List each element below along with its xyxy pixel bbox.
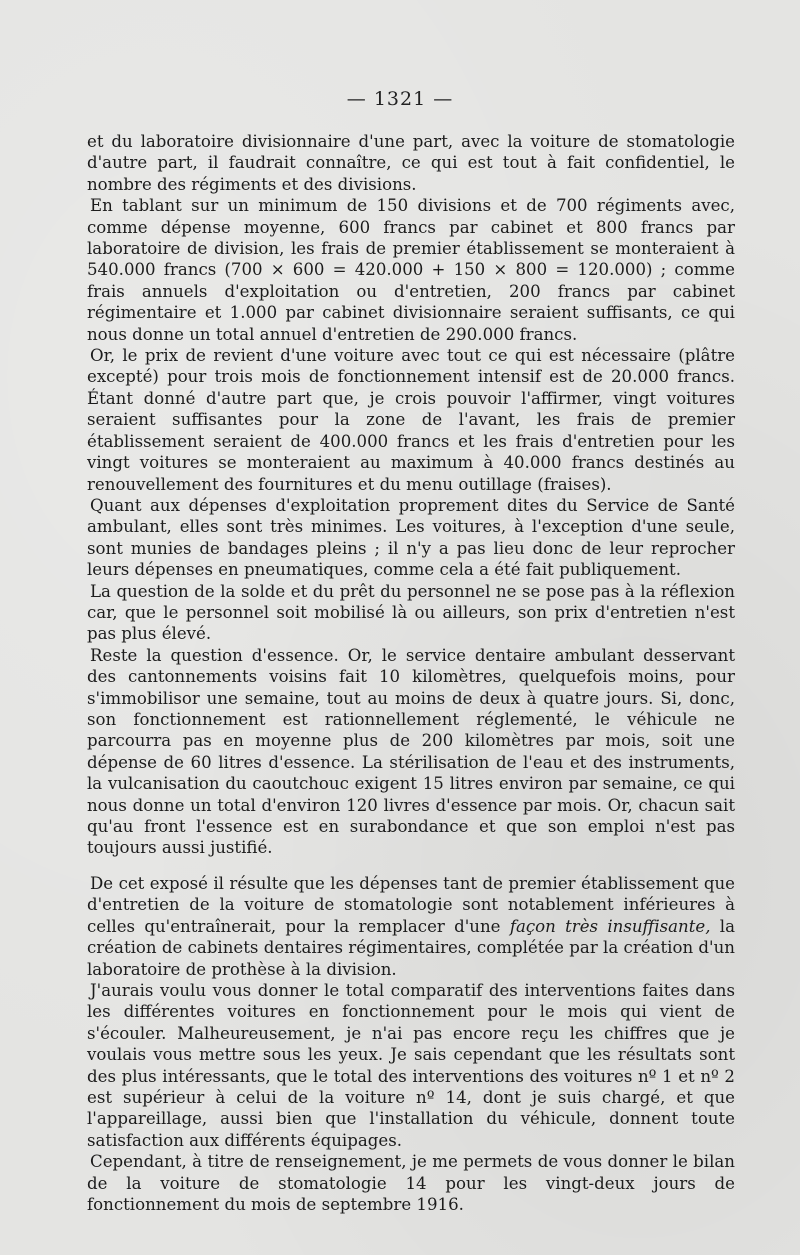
paragraph-vehicle-cost: Or, le prix de revient d'une voiture avec tout ce qui est nécessaire (plâtre excepté) pour trois mois de fonctionnement intensif est de 20.000 francs. Étant donné d'autre part que, je crois pouvoir l'affirmer, vingt voitures seraient suffisantes pour la zone de l'avant, les frais de premier établissement seraient de 400.000 francs et les frais d'entretien pour les vingt voitures se monteraient au maximum à 40.000 francs destinés au renouvellement des fournitures et du menu outillage (fraises). — [87, 346, 735, 494]
text-block-upper — [87, 131, 735, 859]
paragraph-personnel-pay: La question de la solde et du prêt du personnel ne se pose pas à la réflexion car, que le personnel soit mobilisé là ou ailleurs, son prix d'entretien n'est pas plus élevé. — [87, 581, 735, 644]
paragraph-interventions: J'aurais voulu vous donner le total comparatif des interventions faites dans les différentes voitures en fonctionnement pour le mois qui vient de s'écouler. Malheureusement, je n'ai pas encore reçu les chiffres que je voulais vous mettre sous les yeux. Je sais cependant que les résultats sont des plus intéressants, que le total des interventions des voitures nº 1 et nº 2 est supérieur à celui de la voiture nº 14, dont je suis chargé, et que l'appareillage, aussi bien que l'installation du véhicule, donnent toute satisfaction aux différents équipages. — [87, 981, 735, 1150]
text-block-lower — [87, 873, 735, 1216]
paragraph-fuel-question: Reste la question d'essence. Or, le service dentaire ambulant desservant des cantonnements voisins fait 10 kilomètres, quelquefois moins, pour s'immobilisor une semaine, tout au moins de deux à quatre jours. Si, donc, son fonctionnement est rationnellement réglementé, le véhicule ne parcourra pas en moyenne plus de 200 kilomètres par mois, soit une dépense de 60 litres d'essence. La stérilisation de l'eau et des instruments, la vulcanisation du caoutchouc exigent 15 litres environ par semaine, ce qui nous donne un total d'environ 120 livres d'essence par mois. Or, chacun sait qu'au front l'essence est en surabondance et que son emploi n'est pas toujours aussi justifié. — [87, 645, 735, 858]
paragraph-bilan: Cependant, à titre de renseignement, je me permets de vous donner le bilan de la voiture de stomatologie 14 pour les vingt-deux jours de fonctionnement du mois de septembre 1916. — [87, 1152, 735, 1215]
paragraph-continuation: et du laboratoire divisionnaire d'une part, avec la voiture de stomatologie d'autre part, il faudrait connaître, ce qui est tout à fait confidentiel, le nombre des régiments et des divisions. — [87, 132, 735, 194]
paragraph-cost-estimate: En tablant sur un minimum de 150 divisions et de 700 régiments avec, comme dépense moyenne, 600 francs par cabinet et 800 francs par laboratoire de division, les frais de premier établissement se monteraient à 540.000 francs (700 × 600 = 420.000 + 150 × 800 = 120.000) ; comme frais annuels d'exploitation ou d'entretien, 200 francs par cabinet régimentaire et 1.000 par cabinet divisionnaire seraient suffisants, ce qui nous donne un total annuel d'entretien de 290.000 francs. — [87, 196, 735, 344]
page-number: — 1321 — — [346, 88, 454, 110]
conclusion-text-a: De cet exposé il résulte que les dépenses tant de premier établissement que d'entretien de la voiture de stomatologie sont notablement inférieures à celles qu'entraînerait, pour la remplacer d'une — [87, 874, 735, 936]
paragraph-conclusion — [87, 873, 735, 980]
conclusion-text-b: la création de cabinets dentaires régimentaires, complétée par la création d'un laboratoire de prothèse à la division. — [87, 916, 735, 979]
conclusion-emphasis: façon très insuffisante, — [509, 916, 711, 936]
paragraph-operating-expenses: Quant aux dépenses d'exploitation proprement dites du Service de Santé ambulant, elles sont très minimes. Les voitures, à l'exception d'une seule, sont munies de bandages pleins ; il n'y a pas lieu donc de leur reprocher leurs dépenses en pneumatiques, comme cela a été fait publiquement. — [87, 495, 735, 580]
